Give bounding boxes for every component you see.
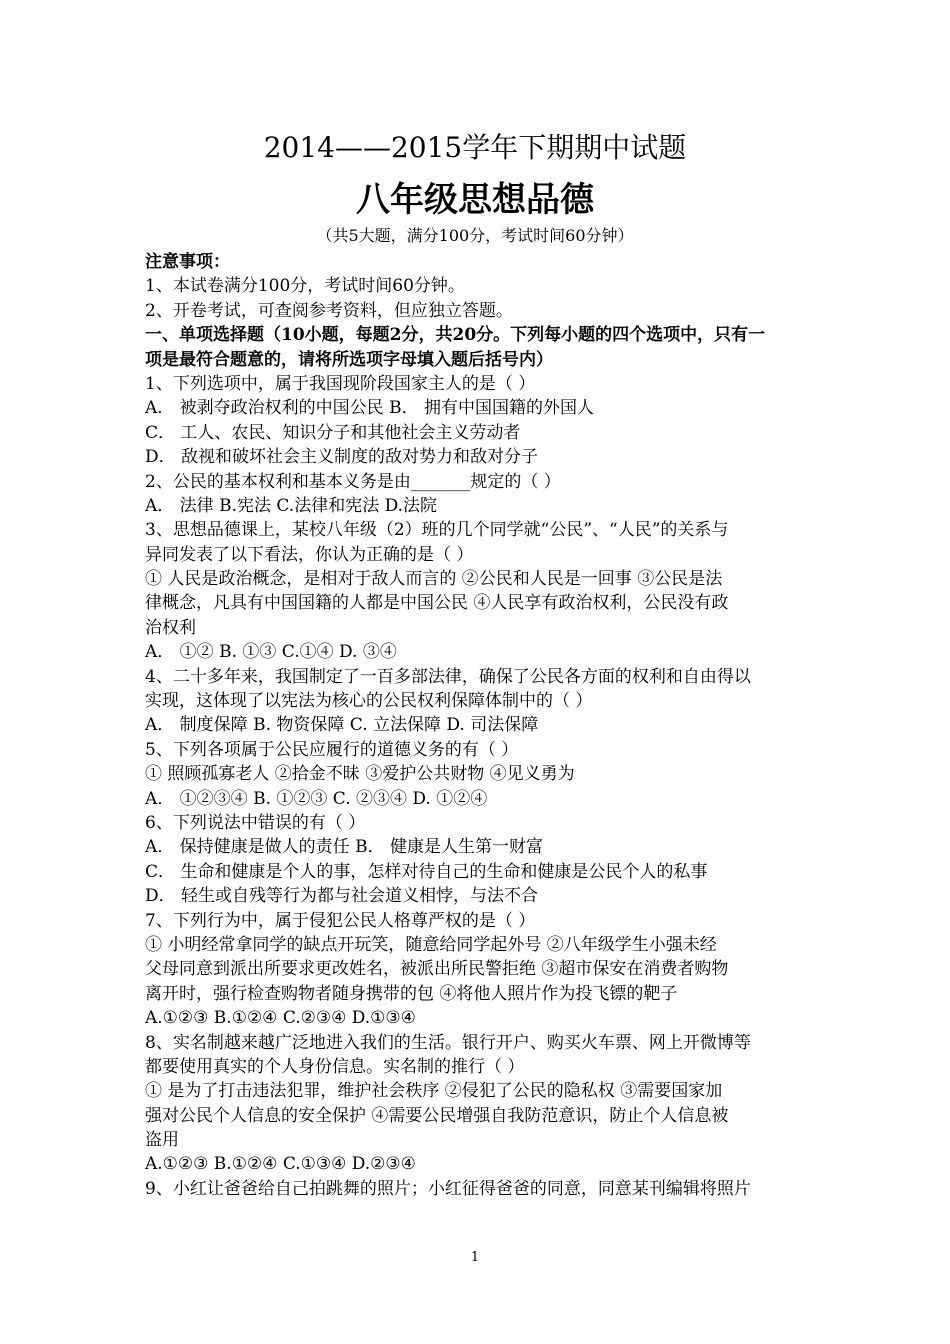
exam-body [145,250,810,1201]
text-line: 注意事项： [145,252,230,272]
text-line: ① 小明经常拿同学的缺点开玩笑，随意给同学起外号 ②八年级学生小强未经 [145,934,717,955]
text-line: A． 法律 B.宪法 C.法律和宪法 D.法院 [145,495,438,516]
text-line: 实现，这体现了以宪法为核心的公民权利保障体制中的（ ） [145,691,593,712]
text-line: C． 生命和健康是个人的事，怎样对待自己的生命和健康是公民个人的私事 [145,861,708,882]
text-line: A． 保持健康是做人的责任 B． 健康是人生第一财富 [145,837,543,858]
text-line: A． ①②③④ B. ①②③ C. ②③④ D. ①②④ [145,788,488,809]
text-line: A． 制度保障 B. 物资保障 C. 立法保障 D. 司法保障 [145,715,539,736]
text-line: 8、实名制越来越广泛地进入我们的生活。银行开户、购买火车票、网上开微博等 [145,1032,751,1053]
text-line: C． 工人、农民、知识分子和其他社会主义劳动者 [145,422,521,443]
text-line: ① 人民是政治概念，是相对于敌人而言的 ②公民和人民是一回事 ③公民是法 [145,569,723,590]
text-line: 异同发表了以下看法，你认为正确的是（ ） [145,544,474,565]
exam-title: 2014——2015学年下期期中试题 [263,131,687,164]
text-line: 一、单项选择题（10小题，每题2分，共20分。下列每小题的四个选项中，只有一 [145,325,766,346]
text-line: 离开时，强行检查购物者随身携带的包 ④将他人照片作为投飞镖的靶子 [145,983,678,1004]
text-line: 项是最符合题意的，请将所选项字母填入题后括号内） [145,349,553,370]
text-line: 3、思想品德课上，某校八年级（2）班的几个同学就“公民”、“人民”的关系与 [145,520,729,541]
exam-info: （共5大题，满分100分，考试时间60分钟） [316,226,634,245]
text-line: 9、小红让爸爸给自己拍跳舞的照片；小红征得爸爸的同意，同意某刊编辑将照片 [145,1178,751,1199]
text-line: D． 轻生或自残等行为都与社会道义相悖，与法不合 [145,886,539,907]
text-line: A.①②③ B.①②④ C.②③④ D.①③④ [145,1008,416,1029]
text-line: D． 敌视和破坏社会主义制度的敌对势力和敌对分子 [145,447,539,468]
text-line: 都要使用真实的个人身份信息。实名制的推行（ ） [145,1056,525,1077]
text-line: A． 被剥夺政治权利的中国公民 B． 拥有中国国籍的外国人 [145,398,594,419]
text-line: 治权利 [145,617,196,638]
text-line: 5、下列各项属于公民应履行的道德义务的有（ ） [145,739,519,760]
text-line: 律概念，凡具有中国国籍的人都是中国公民 ④人民享有政治权利，公民没有政 [145,593,729,614]
text-line: 父母同意到派出所要求更改姓名，被派出所民警拒绝 ③超市保安在消费者购物 [145,959,729,980]
text-line: ① 是为了打击违法犯罪，维护社会秩序 ②侵犯了公民的隐私权 ③需要国家加 [145,1081,723,1102]
text-line: 4、二十多年来，我国制定了一百多部法律，确保了公民各方面的权利和自由得以 [145,666,751,687]
text-line: 6、下列说法中错误的有（ ） [145,812,366,833]
text-line: 1、下列选项中，属于我国现阶段国家主人的是（ ） [145,373,536,394]
text-line: 2、公民的基本权利和基本义务是由_______规定的（ ） [145,471,561,492]
text-line: 7、下列行为中，属于侵犯公民人格尊严权的是（ ） [145,910,536,931]
exam-subtitle: 八年级思想品德 [356,180,594,220]
page-number: 1 [470,1250,480,1265]
text-line: 2、开卷考试，可查阅参考资料，但应独立答题。 [145,300,513,321]
text-line: 强对公民个人信息的安全保护 ④需要公民增强自我防范意识，防止个人信息被 [145,1105,729,1126]
text-line: ① 照顾孤寡老人 ②拾金不昧 ③爱护公共财物 ④见义勇为 [145,764,575,785]
text-line: 盗用 [145,1130,179,1151]
text-line: 1、本试卷满分100分，考试时间60分钟。 [145,276,465,297]
text-line: A． ①② B. ①③ C.①④ D. ③④ [145,642,397,663]
text-line: A.①②③ B.①②④ C.①③④ D.②③④ [145,1154,416,1175]
